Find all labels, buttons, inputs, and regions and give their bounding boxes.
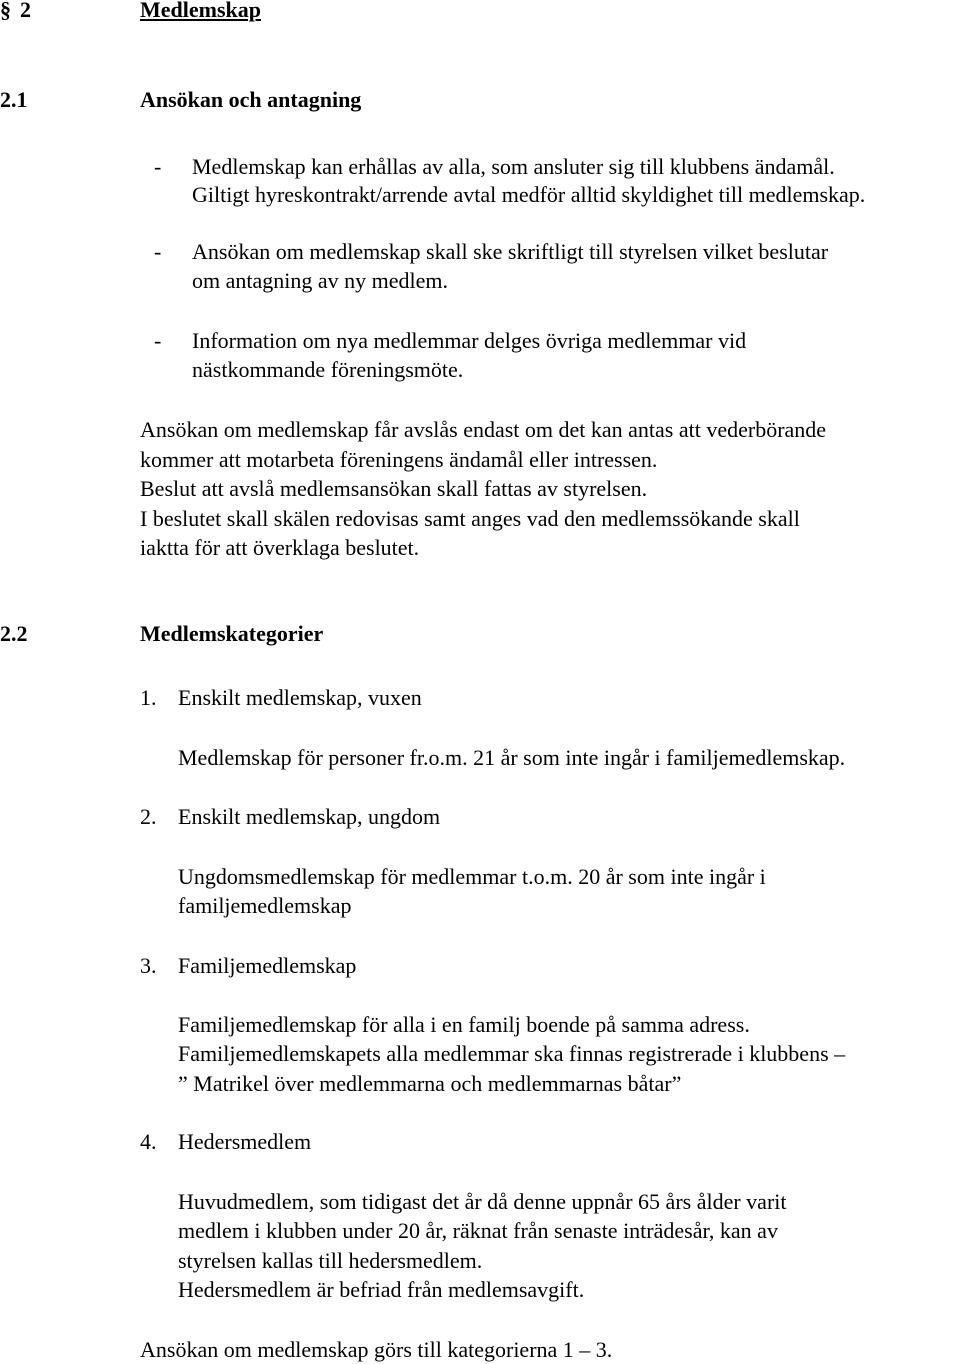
category-number: 1. [140, 685, 157, 710]
section-title: Medlemskap [140, 0, 261, 22]
bullet-text-line: Medlemskap kan erhållas av alla, som ansluter sig till klubbens ändamål. [192, 154, 835, 179]
paragraph-line: I beslutet skall skälen redovisas samt anges vad den medlemssökande skall [140, 506, 800, 531]
bullet-text-line: Giltigt hyreskontrakt/arrende avtal medför alltid skyldighet till medlemskap. [192, 182, 866, 207]
section-symbol: § [0, 0, 11, 22]
category-number: 4. [140, 1129, 157, 1154]
paragraph-line: kommer att motarbeta föreningens ändamål eller intressen. [140, 447, 658, 472]
category-desc-line: Medlemskap för personer fr.o.m. 21 år som inte ingår i familjemedlemskap. [178, 745, 846, 770]
bullet-text-line: nästkommande föreningsmöte. [192, 357, 464, 382]
bullet-dash: - [154, 154, 162, 179]
paragraph-line: iaktta för att överklaga beslutet. [140, 535, 420, 560]
bullet-text-line: Ansökan om medlemskap skall ske skriftligt till styrelsen vilket beslutar [192, 239, 829, 264]
category-desc-line: Familjemedlemskapets alla medlemmar ska finnas registrerade i klubbens – [178, 1041, 846, 1066]
category-title: Hedersmedlem [178, 1129, 312, 1154]
category-desc-line: styrelsen kallas till hedersmedlem. [178, 1248, 483, 1273]
category-number: 2. [140, 804, 157, 829]
closing-text: Ansökan om medlemskap görs till kategorierna 1 – 3. [140, 1337, 613, 1362]
bullet-text-line: om antagning av ny medlem. [192, 268, 448, 293]
subsection-number: 2.1 [0, 87, 28, 112]
category-number: 3. [140, 953, 157, 978]
category-desc-line: Familjemedlemskap för alla i en familj boende på samma adress. [178, 1012, 750, 1037]
bullet-dash: - [154, 328, 162, 353]
paragraph-line: Ansökan om medlemskap får avslås endast om det kan antas att vederbörande [140, 417, 827, 442]
subsection-number: 2.2 [0, 621, 28, 646]
paragraph-line: Beslut att avslå medlemsansökan skall fattas av styrelsen. [140, 476, 648, 501]
category-title: Familjemedlemskap [178, 953, 357, 978]
category-desc-line: medlem i klubben under 20 år, räknat från senaste inträdesår, kan av [178, 1218, 778, 1243]
category-desc-line: Huvudmedlem, som tidigast det år då denne uppnår 65 års ålder varit [178, 1189, 787, 1214]
category-desc-line: Ungdomsmedlemskap för medlemmar t.o.m. 20 år som inte ingår i [178, 864, 766, 889]
category-desc-line: Hedersmedlem är befriad från medlemsavgift. [178, 1277, 585, 1302]
category-title: Enskilt medlemskap, ungdom [178, 804, 441, 829]
section-number: 2 [20, 0, 31, 22]
category-desc-line: familjemedlemskap [178, 893, 352, 918]
category-desc-line: ” Matrikel över medlemmarna och medlemmarnas båtar” [178, 1071, 682, 1096]
category-title: Enskilt medlemskap, vuxen [178, 685, 422, 710]
bullet-dash: - [154, 239, 162, 264]
subsection-title: Ansökan och antagning [140, 87, 362, 112]
bullet-text-line: Information om nya medlemmar delges övriga medlemmar vid [192, 328, 747, 353]
subsection-title: Medlemskategorier [140, 621, 324, 646]
